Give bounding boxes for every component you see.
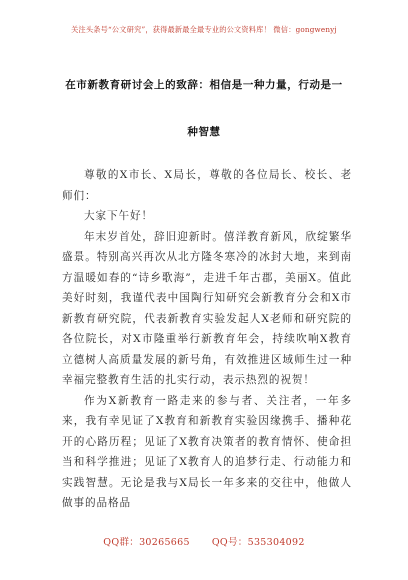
document-title-line-1: 在市新教育研讨会上的致辞：相信是一种力量，行动是一 xyxy=(65,79,343,91)
header-banner: 关注头条号“公文研究”，获得最新最全最专业的公文资料库！ 微信：gongwenyj xyxy=(71,25,337,34)
body-paragraph: 年末岁首处，辞旧迎新时。僖洋教育新风，欣绽繁华盛景。特别高兴再次从北方隆冬寒冷的冰封大地，来到南方温暖如春的“诗乡歌海”，走进千年古郡，美丽X。值此美好时刻，我谨代表中国陶行知研究会新教育分会和X市新教育研究院，代表新教育实验发起人X老师和研究院的各位院长，对X市隆重举行新教育年会，持续吹响X教育立德树人高质量发展的新号角，有效推进区域师生过一种幸福完整教育生活的扎实行动，表示热烈的祝贺！ xyxy=(62,230,352,386)
document-title-line-2: 种智慧 xyxy=(187,126,221,138)
greeting-paragraph: 大家下午好！ xyxy=(84,210,153,222)
footer-contacts xyxy=(0,534,408,548)
document-body xyxy=(62,165,352,514)
footer-qq-group: QQ群：30265665 xyxy=(103,537,190,548)
salutation-paragraph: 尊敬的X市长、X局长，尊敬的各位局长、校长、老师们： xyxy=(62,169,352,202)
footer-qq-number: QQ号：535304092 xyxy=(211,537,305,548)
body-paragraph: 作为X新教育一路走来的参与者、关注者，一年多来，我有幸见证了X教育和新教育实验因缘携手、播种花开的心路历程；见证了X教育决策者的教育情怀、使命担当和科学推进；见证了X教育人的追梦行走、行动能力和实践智慧。无论是我与X局长一年多来的交往中，他做人做事的品格品 xyxy=(62,394,352,509)
